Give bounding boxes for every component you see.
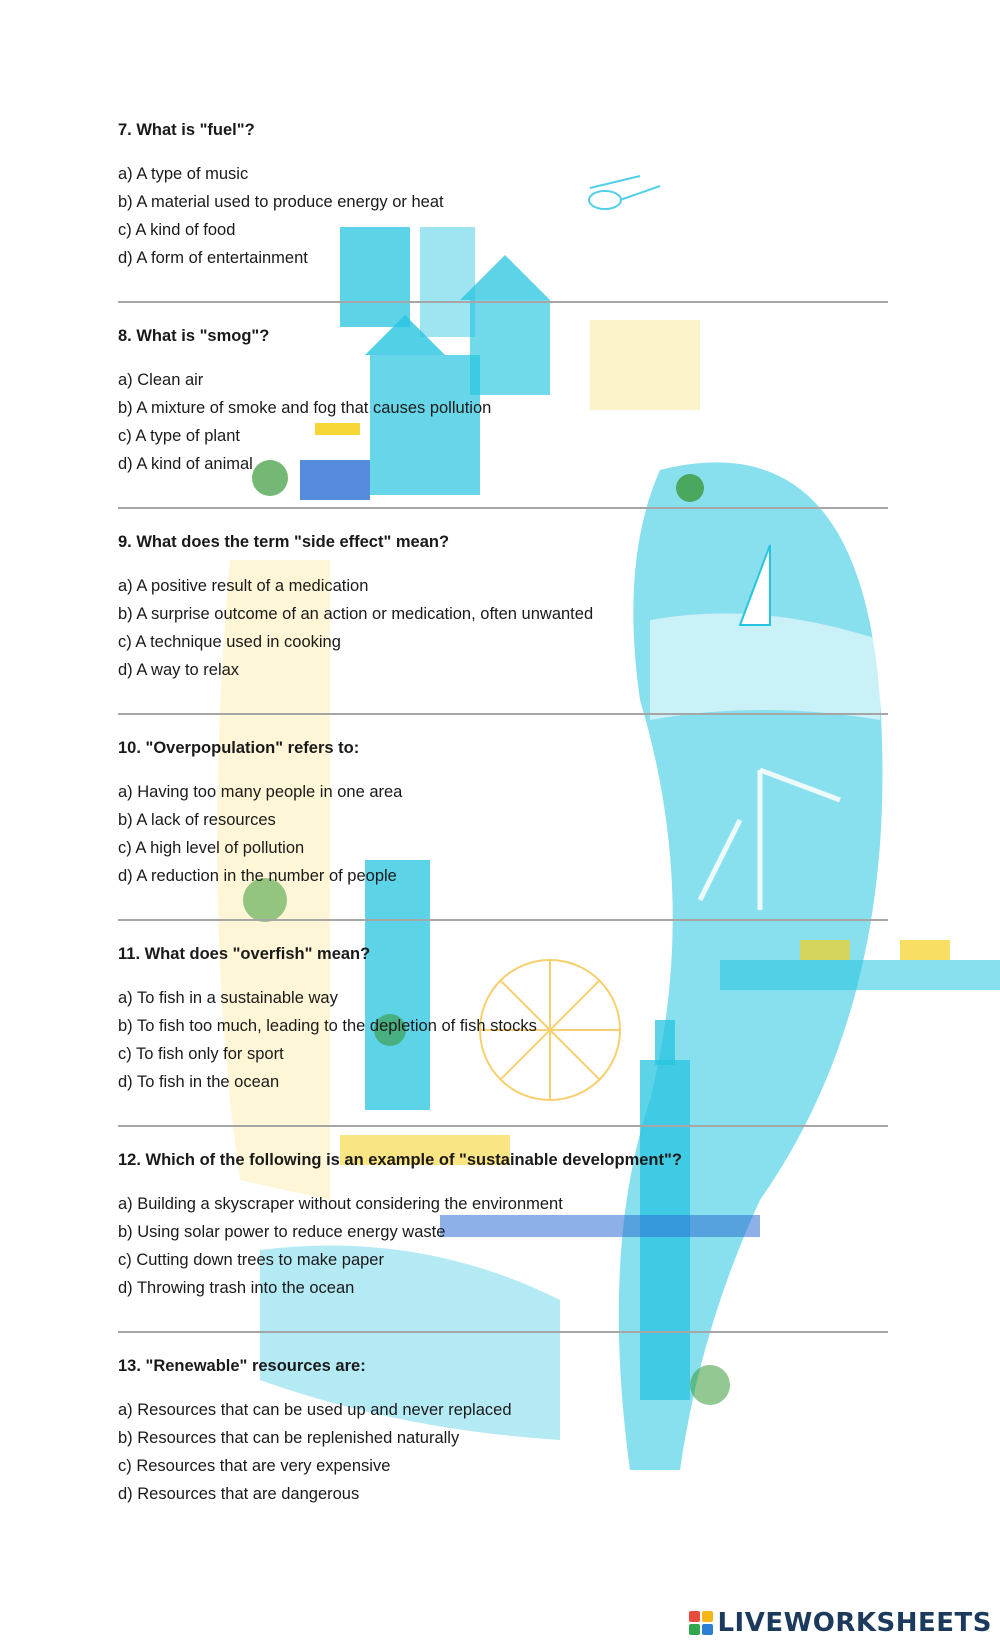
option-c[interactable]: c) A type of plant	[118, 427, 240, 445]
option-d[interactable]: d) A way to relax	[118, 661, 240, 679]
option-a[interactable]: a) To fish in a sustainable way	[118, 989, 338, 1007]
option-d[interactable]: d) A kind of animal	[118, 455, 253, 473]
liveworksheets-logo	[689, 1609, 992, 1637]
option-c[interactable]: c) Cutting down trees to make paper	[118, 1251, 384, 1269]
option-b[interactable]: b) To fish too much, leading to the depletion of fish stocks	[118, 1017, 537, 1035]
divider	[118, 1331, 888, 1333]
question-9	[118, 532, 888, 684]
option-d[interactable]: d) A reduction in the number of people	[118, 867, 397, 885]
option-d[interactable]: d) A form of entertainment	[118, 249, 308, 267]
question-title: 13. "Renewable" resources are:	[118, 1357, 366, 1375]
option-d[interactable]: d) To fish in the ocean	[118, 1073, 280, 1091]
option-b[interactable]: b) A surprise outcome of an action or medication, often unwanted	[118, 605, 594, 623]
option-a[interactable]: a) A type of music	[118, 165, 249, 183]
divider	[118, 713, 888, 715]
divider	[118, 1125, 888, 1127]
question-title: 11. What does "overfish" mean?	[118, 945, 371, 963]
option-d[interactable]: d) Throwing trash into the ocean	[118, 1279, 355, 1297]
option-b[interactable]: b) A material used to produce energy or heat	[118, 193, 444, 211]
divider	[118, 507, 888, 509]
question-title: 7. What is "fuel"?	[118, 121, 255, 139]
question-title: 12. Which of the following is an example of "sustainable development"?	[118, 1151, 682, 1169]
option-a[interactable]: a) Having too many people in one area	[118, 783, 403, 801]
liveworksheets-logo-icon	[689, 1611, 713, 1635]
divider	[118, 919, 888, 921]
option-list	[118, 1396, 888, 1508]
option-list	[118, 778, 888, 890]
question-11	[118, 944, 888, 1096]
tree-right	[676, 474, 704, 502]
option-c[interactable]: c) A technique used in cooking	[118, 633, 341, 651]
option-b[interactable]: b) A mixture of smoke and fog that causes pollution	[118, 399, 492, 417]
option-list	[118, 160, 888, 272]
option-list	[118, 572, 888, 684]
container-2	[900, 940, 950, 960]
option-b[interactable]: b) Resources that can be replenished naturally	[118, 1429, 460, 1447]
brand-name: LIVEWORKSHEETS	[717, 1608, 992, 1638]
option-a[interactable]: a) Resources that can be used up and never replaced	[118, 1401, 512, 1419]
question-title: 8. What is "smog"?	[118, 327, 270, 345]
option-c[interactable]: c) To fish only for sport	[118, 1045, 284, 1063]
question-title: 10. "Overpopulation" refers to:	[118, 739, 360, 757]
option-c[interactable]: c) Resources that are very expensive	[118, 1457, 391, 1475]
option-b[interactable]: b) Using solar power to reduce energy waste	[118, 1223, 446, 1241]
question-7	[118, 120, 888, 272]
question-8	[118, 326, 888, 478]
question-10	[118, 738, 888, 890]
option-c[interactable]: c) A kind of food	[118, 221, 236, 239]
option-c[interactable]: c) A high level of pollution	[118, 839, 305, 857]
divider	[118, 301, 888, 303]
option-a[interactable]: a) Building a skyscraper without considering the environment	[118, 1195, 563, 1213]
question-13	[118, 1356, 888, 1508]
option-b[interactable]: b) A lack of resources	[118, 811, 276, 829]
option-a[interactable]: a) A positive result of a medication	[118, 577, 369, 595]
option-list	[118, 366, 888, 478]
question-12	[118, 1150, 888, 1302]
option-a[interactable]: a) Clean air	[118, 371, 204, 389]
option-d[interactable]: d) Resources that are dangerous	[118, 1485, 360, 1503]
question-title: 9. What does the term "side effect" mean?	[118, 533, 450, 551]
option-list	[118, 984, 888, 1096]
option-list	[118, 1190, 888, 1302]
